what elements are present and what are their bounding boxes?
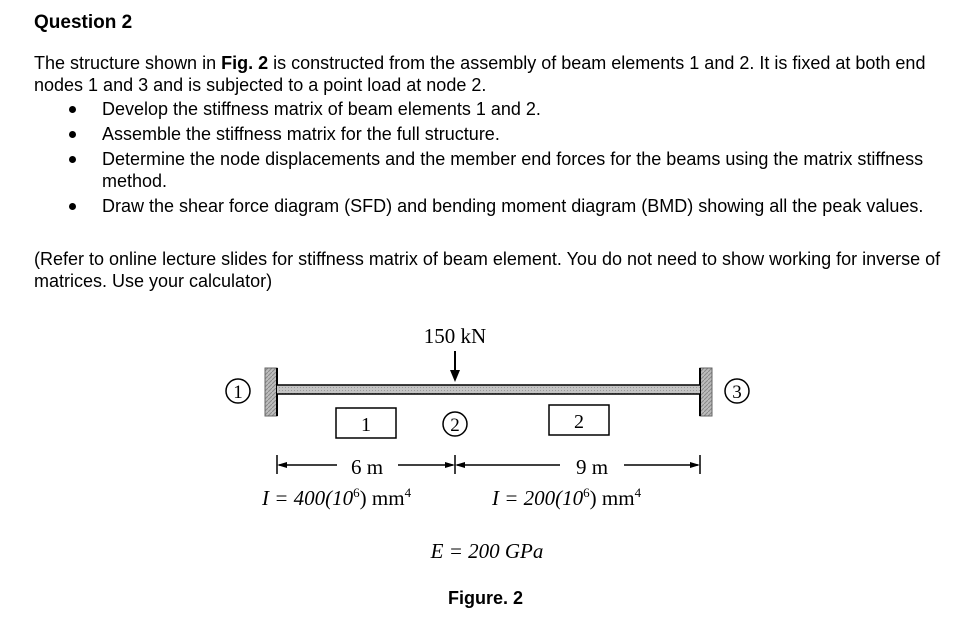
load-arrow-icon <box>450 351 460 382</box>
svg-text:1: 1 <box>233 382 243 403</box>
modulus-label: E = 200 GPa <box>430 539 544 563</box>
element-1-box <box>336 408 396 438</box>
svg-text:2: 2 <box>574 411 584 433</box>
svg-text:1: 1 <box>361 414 371 436</box>
svg-text:3: 3 <box>732 382 742 403</box>
element-2-box <box>549 405 609 435</box>
span-2-label: 9 m <box>575 455 609 479</box>
node-1-marker <box>226 379 250 403</box>
svg-text:2: 2 <box>450 415 460 436</box>
load-label: 150 kN <box>423 324 487 348</box>
span-1-label: 6 m <box>350 455 384 479</box>
task-item: Determine the node displacements and the member end forces for the beams using the matrix stiffness method. <box>34 148 954 192</box>
left-fixed-support <box>265 368 277 416</box>
question-heading: Question 2 <box>34 12 133 33</box>
node-3-marker <box>725 379 749 403</box>
inertia-2-label: $I = 200(10^6)$ $mm^4$ <box>492 485 642 510</box>
figure-caption: Figure. 2 <box>448 588 524 608</box>
beam <box>277 385 700 394</box>
task-item: Assemble the stiffness matrix for the full structure. <box>34 123 954 145</box>
right-fixed-support <box>700 368 712 416</box>
node-2-marker <box>443 412 467 436</box>
task-item: Develop the stiffness matrix of beam elements 1 and 2. <box>34 98 954 120</box>
task-item: Draw the shear force diagram (SFD) and bending moment diagram (BMD) showing all the peak values. <box>34 195 954 217</box>
question-intro: The structure shown in Fig. 2 is constructed from the assembly of beam elements 1 and 2. It is fixed at both end nodes 1 and 3 and is subjected to a point load at node 2. <box>34 53 926 95</box>
inertia-1-label: $I = 400(10^6)$ $mm^4$ <box>262 485 412 510</box>
dimension-lines <box>277 455 700 474</box>
question-note: (Refer to online lecture slides for stiffness matrix of beam element. You do not need to show working for inverse of matrices. Use your calculator) <box>34 249 941 291</box>
